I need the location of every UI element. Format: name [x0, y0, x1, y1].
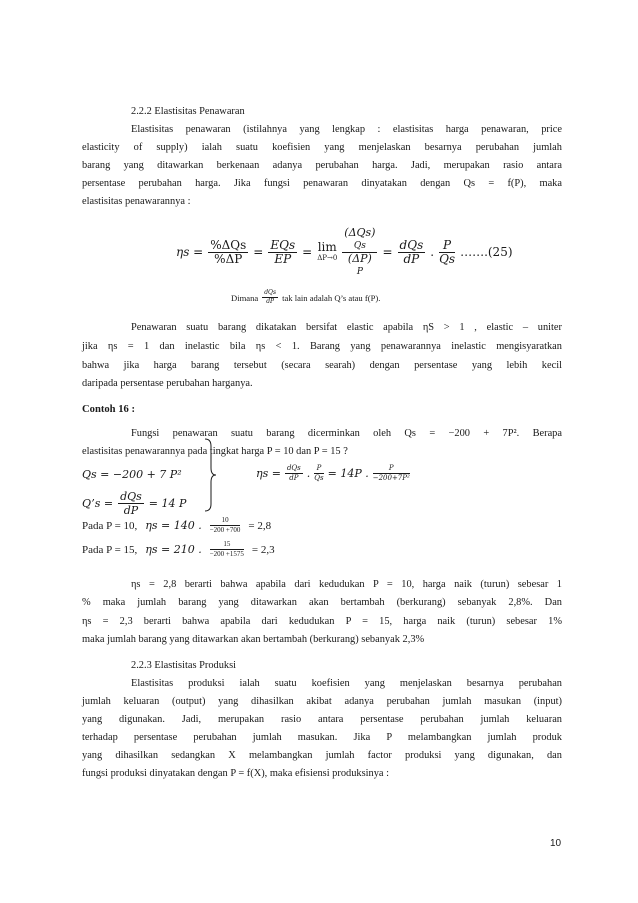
paragraph-line: jumlah keluaran (output) yang dihasilkan akibat adanya perubahan jumlah masukan (input) — [82, 696, 562, 707]
paragraph-line: Elastisitas produksi ialah suatu koefisien yang menjelaskan besarnya perubahan — [131, 678, 562, 689]
calc-p10: Pada P = 10, ηs = 140 . $\frac{10}{-200 +700}$ = 2,8 — [82, 516, 272, 534]
paragraph-line: bahwa jika harga barang tersebut (secara searah) dengan persentase yang lebih kecil — [82, 360, 562, 371]
fraction-ratio: (ΔQs) Qs (ΔP) P — [344, 225, 376, 277]
formula-25: ηs = $\frac{\text{\%ΔQs}}{\%\Delta P}$ = $\frac{\text{EQs}}{EP}$ = lim ΔP→0 (ΔQs) Qs (ΔP) P = $\frac{\text{dQs}}{dP}$ . $\frac{P}{Qs}$ …….(25) — [176, 225, 513, 277]
paragraph-line: yang dihasilkan sedangkan X melambangkan jumlah factor produksi yang digunakan, dan — [82, 750, 562, 761]
page-number: 10 — [550, 838, 562, 849]
section-heading-223: 2.2.3 Elastisitas Produksi — [131, 660, 237, 671]
fraction-p-qs: $\frac{P}{Qs}$ — [439, 237, 456, 266]
interpretation-line: maka jumlah barang yang ditawarkan akan bertambah (berkurang) sebanyak 2,3% — [82, 634, 425, 645]
paragraph-line: Elastisitas penawaran (istilahnya yang lengkap : elastisitas harga penawaran, price — [131, 124, 562, 135]
equation-qs: Qs = −200 + 7 P² — [82, 468, 182, 481]
formula-lhs: ηs = — [176, 245, 204, 259]
fraction-derivative: $\frac{\text{dQs}}{dP}$ — [399, 237, 424, 266]
section-heading-222: 2.2.2 Elastisitas Penawaran — [131, 106, 245, 117]
fraction-percent: $\frac{\text{\%ΔQs}}{\%\Delta P}$ — [210, 237, 247, 266]
fraction-e: $\frac{\text{EQs}}{EP}$ — [270, 237, 296, 266]
paragraph-line: fungsi produksi dinyatakan dengan P = f(X), maka efisiensi produksinya : — [82, 768, 390, 779]
paragraph-line: elastisitas penawarannya : — [82, 196, 191, 207]
interpretation-line: % maka jumlah barang yang ditawarkan akan bertambah (berkurang) sebanyak 2,8%. Dan — [82, 597, 562, 608]
brace-icon — [203, 438, 217, 512]
paragraph-line: persentase perubahan harga. Jika fungsi penawaran dinyatakan dengan Qs = f(P), maka — [82, 178, 562, 189]
equation-eta: ηs = $\frac{\text{dQs}}{dP}$ . $\frac{P}{Qs}$ = 14P . $\frac{P}{\text{−200+7P²}}$ — [256, 464, 410, 482]
paragraph-line: daripada persentase perubahan harganya. — [82, 378, 253, 389]
paragraph-line: terhadap persentase perubahan jumlah masukan. Jika P melambangkan jumlah produk — [82, 732, 562, 743]
formula-tag: …….(25) — [460, 245, 513, 259]
paragraph-line: yang digunakan. Jadi, merupakan rasio antara persentase perubahan jumlah keluaran — [82, 714, 562, 725]
example-line: elastisitas penawarannya pada tingkat harga P = 10 dan P = 15 ? — [82, 446, 348, 457]
dimana-note: Dimana $\frac{\text{dQs}}{dP}$ tak lain adalah Q’s atau f(P). — [231, 289, 381, 305]
paragraph-line: elasticity of supply) ialah suatu koefisien yang menjelaskan besarnya perubahan jumlah — [82, 142, 562, 153]
paragraph-line: jika ηs = 1 dan inelastic bila ηs < 1. Barang yang penawarannya inelastic mengisyaratkan — [82, 341, 562, 352]
example-title: Contoh 16 : — [82, 404, 135, 415]
paragraph-line: Penawaran suatu barang dikatakan bersifat elastic apabila ηS > 1 , elastic – uniter — [131, 322, 562, 333]
paragraph-line: barang yang ditawarkan berkenaan adanya perubahan harga. Jadi, merupakan rasio antara — [82, 160, 562, 171]
interpretation-line: ηs = 2,8 berarti bahwa apabila dari kedudukan P = 10, harga naik (turun) sebesar 1 — [131, 579, 562, 590]
equation-qprime: Q’s = $\frac{\text{dQs}}{dP}$ = 14 P — [82, 490, 187, 517]
limit-operator: lim ΔP→0 — [317, 240, 338, 262]
calc-p15: Pada P = 15, ηs = 210 . $\frac{15}{-200 +1575}$ = 2,3 — [82, 540, 275, 558]
interpretation-line: ηs = 2,3 berarti bahwa apabila dari kedudukan P = 15, harga naik (turun) sebesar 1% — [82, 616, 562, 627]
example-line: Fungsi penawaran suatu barang dicerminkan oleh Qs = −200 + 7P². Berapa — [131, 428, 562, 439]
